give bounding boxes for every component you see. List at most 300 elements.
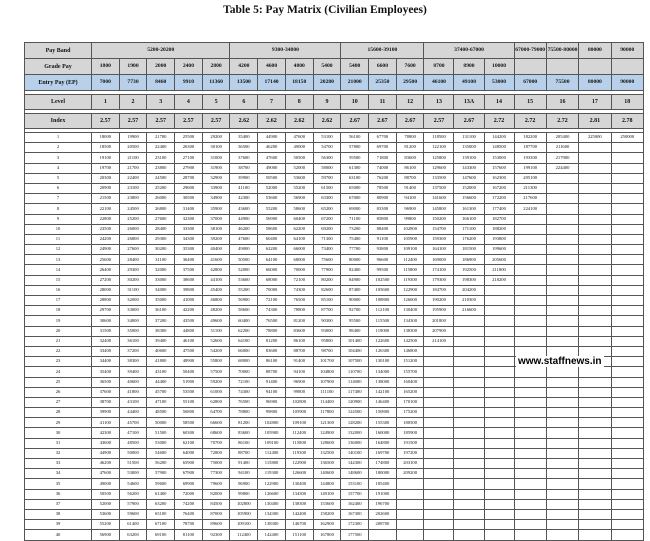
pay-cell	[579, 306, 611, 316]
pay-cell: 52000	[91, 499, 119, 509]
entry-pay-cell: 7000	[91, 75, 119, 91]
pay-cell: 191500	[396, 438, 424, 448]
pay-cell: 93800	[369, 245, 397, 255]
row-number-cell: 37	[25, 499, 92, 509]
pay-cell	[611, 448, 644, 458]
pay-cell: 55200	[258, 204, 286, 214]
pay-cell: 208700	[369, 520, 397, 530]
pay-cell: 43500	[175, 316, 203, 326]
pay-cell: 63200	[119, 530, 147, 540]
pay-cell: 102800	[230, 499, 258, 509]
table-row	[25, 459, 644, 469]
pay-cell: 26800	[119, 234, 147, 244]
pay-cell: 126600	[258, 489, 286, 499]
entry-pay-cell: 9910	[175, 75, 203, 91]
index-row	[25, 114, 644, 129]
table-row	[25, 489, 644, 499]
pay-cell	[454, 499, 484, 509]
row-number-cell: 21	[25, 336, 92, 346]
pay-cell: 66000	[258, 265, 286, 275]
pay-cell: 105900	[285, 408, 313, 418]
pay-band-cell: 67000-79000	[514, 43, 546, 59]
pay-cell: 162900	[313, 520, 341, 530]
pay-cell: 41000	[175, 296, 203, 306]
pay-cell	[454, 346, 484, 356]
pay-cell: 44900	[230, 214, 258, 224]
pay-cell: 38300	[119, 357, 147, 367]
pay-cell	[514, 520, 546, 530]
pay-cell: 41100	[91, 418, 119, 428]
pay-cell: 68600	[202, 428, 230, 438]
pay-cell: 102800	[396, 224, 424, 234]
pay-cell: 37600	[230, 153, 258, 163]
pay-cell: 216600	[454, 306, 484, 316]
pay-cell: 24900	[91, 245, 119, 255]
pay-cell	[484, 448, 514, 458]
pay-cell: 23800	[147, 163, 175, 173]
pay-cell: 51500	[119, 459, 147, 469]
pay-cell: 69900	[175, 479, 203, 489]
pay-cell: 54600	[147, 448, 175, 458]
pay-cell	[611, 428, 644, 438]
entry-pay-cell: 20280	[313, 75, 341, 91]
pay-cell: 150800	[369, 408, 397, 418]
pay-cell	[484, 489, 514, 499]
pay-cell: 21100	[119, 153, 147, 163]
pay-cell: 57500	[202, 367, 230, 377]
pay-cell: 207900	[424, 326, 454, 336]
pay-cell: 27600	[119, 245, 147, 255]
row-number-cell: 20	[25, 326, 92, 336]
pay-cell: 56900	[91, 530, 119, 540]
pay-cell: 78800	[285, 306, 313, 316]
pay-cell	[611, 153, 644, 163]
pay-cell: 47600	[258, 153, 286, 163]
pay-cell: 39400	[119, 367, 147, 377]
pay-cell: 149100	[313, 489, 341, 499]
pay-cell: 138300	[285, 499, 313, 509]
level-label: Level	[25, 95, 92, 110]
pay-cell: 19900	[119, 133, 147, 143]
pay-cell	[484, 520, 514, 530]
pay-cell: 74300	[230, 387, 258, 397]
pay-cell: 65900	[175, 459, 203, 469]
pay-cell	[579, 387, 611, 397]
pay-cell	[484, 377, 514, 387]
pay-cell: 105900	[230, 509, 258, 519]
pay-cell	[579, 438, 611, 448]
pay-cell: 49000	[91, 479, 119, 489]
index-cell: 2.67	[369, 114, 397, 129]
table-row	[25, 183, 644, 193]
pay-cell	[514, 408, 546, 418]
pay-cell: 188200	[484, 224, 514, 234]
pay-cell	[454, 387, 484, 397]
pay-cell	[546, 397, 578, 407]
pay-cell: 20900	[91, 183, 119, 193]
pay-cell: 45400	[202, 285, 230, 295]
pay-cell: 42300	[230, 194, 258, 204]
pay-cell	[454, 326, 484, 336]
table-row	[25, 418, 644, 428]
grade-pay-label: Grade Pay	[25, 59, 92, 75]
pay-cell: 34900	[202, 194, 230, 204]
table-row	[25, 509, 644, 519]
pay-cell	[514, 499, 546, 509]
pay-cell: 82000	[202, 489, 230, 499]
pay-cell: 72000	[175, 489, 203, 499]
pay-cell: 78800	[230, 408, 258, 418]
pay-cell	[454, 520, 484, 530]
pay-band-cell: 75500-80000	[546, 43, 578, 59]
pay-cell: 74300	[285, 285, 313, 295]
pay-cell: 122100	[424, 143, 454, 153]
level-cell: 14	[484, 95, 514, 110]
pay-cell: 165200	[396, 387, 424, 397]
pay-cell	[546, 265, 578, 275]
pay-cell: 135000	[454, 143, 484, 153]
pay-cell: 50500	[285, 153, 313, 163]
index-cell: 2.57	[147, 114, 175, 129]
row-number-cell: 12	[25, 245, 92, 255]
pay-cell	[579, 143, 611, 153]
pay-cell: 151200	[396, 357, 424, 367]
pay-cell: 33300	[175, 224, 203, 234]
pay-cell: 122900	[285, 459, 313, 469]
pay-cell: 58600	[230, 306, 258, 316]
pay-cell: 86100	[258, 357, 286, 367]
pay-cell	[546, 408, 578, 418]
pay-cell: 44900	[91, 448, 119, 458]
pay-cell: 90300	[313, 316, 341, 326]
pay-cell: 96900	[396, 204, 424, 214]
pay-cell: 91100	[369, 234, 397, 244]
entry-pay-cell: 7730	[119, 75, 147, 91]
pay-cell	[454, 459, 484, 469]
row-number-cell: 33	[25, 459, 92, 469]
pay-cell: 144300	[341, 459, 369, 469]
pay-cell: 46800	[202, 296, 230, 306]
pay-cell: 105900	[258, 428, 286, 438]
pay-cell	[611, 520, 644, 530]
row-number-cell: 14	[25, 265, 92, 275]
pay-cell	[514, 367, 546, 377]
pay-cell: 20300	[91, 173, 119, 183]
row-number-cell: 3	[25, 153, 92, 163]
entry-pay-cell: 11360	[202, 75, 230, 91]
pay-cell: 177400	[484, 204, 514, 214]
entry-pay-row	[25, 75, 644, 91]
pay-cell: 21700	[147, 133, 175, 143]
pay-cell	[611, 275, 644, 285]
level-cell: 7	[258, 95, 286, 110]
pay-cell: 83600	[230, 428, 258, 438]
pay-cell	[484, 499, 514, 509]
pay-cell: 63200	[147, 499, 175, 509]
entry-pay-cell: 80000	[579, 75, 611, 91]
pay-cell: 61400	[147, 489, 175, 499]
pay-cell: 46100	[175, 336, 203, 346]
pay-cell: 37200	[119, 346, 147, 356]
pay-cell: 139100	[454, 153, 484, 163]
pay-cell: 61400	[119, 520, 147, 530]
pay-cell: 46200	[91, 459, 119, 469]
pay-cell	[579, 183, 611, 193]
pay-cell: 203100	[396, 459, 424, 469]
grade-pay-cell: 10000	[484, 59, 514, 75]
pay-cell	[579, 285, 611, 295]
pay-cell: 99800	[230, 489, 258, 499]
pay-band-label: Pay Band	[25, 43, 92, 59]
entry-pay-cell: 46100	[424, 75, 454, 91]
level-cell: 12	[396, 95, 424, 110]
pay-cell: 77900	[313, 265, 341, 275]
pay-cell	[546, 214, 578, 224]
pay-cell: 66000	[230, 346, 258, 356]
pay-cell: 33000	[119, 306, 147, 316]
pay-cell: 91400	[258, 377, 286, 387]
pay-cell	[424, 509, 454, 519]
pay-cell: 126600	[285, 469, 313, 479]
pay-cell: 39200	[202, 234, 230, 244]
pay-cell	[514, 387, 546, 397]
pay-cell: 27200	[91, 275, 119, 285]
level-cell: 18	[611, 95, 644, 110]
pay-cell	[611, 479, 644, 489]
pay-cell: 43600	[91, 438, 119, 448]
grade-pay-cell: 2400	[175, 59, 203, 75]
row-number-cell: 27	[25, 397, 92, 407]
pay-cell: 35400	[230, 133, 258, 143]
row-number-cell: 8	[25, 204, 92, 214]
pay-cell: 51900	[175, 377, 203, 387]
pay-cell: 74300	[258, 306, 286, 316]
pay-cell: 96600	[369, 255, 397, 265]
index-cell: 2.57	[424, 114, 454, 129]
pay-band-cell: 9300-34800	[230, 43, 341, 59]
pay-cell: 24200	[91, 234, 119, 244]
pay-cell	[546, 194, 578, 204]
pay-cell	[454, 367, 484, 377]
pay-cell: 43100	[147, 367, 175, 377]
pay-cell: 30600	[91, 316, 119, 326]
table-row	[25, 296, 644, 306]
matrix-body	[25, 133, 644, 541]
pay-cell: 94100	[285, 367, 313, 377]
pay-cell	[546, 275, 578, 285]
pay-cell: 50500	[258, 173, 286, 183]
pay-cell	[546, 520, 578, 530]
pay-cell: 71100	[341, 214, 369, 224]
pay-cell	[611, 530, 644, 540]
pay-cell: 180500	[396, 418, 424, 428]
pay-cell	[611, 367, 644, 377]
pay-cell	[579, 418, 611, 428]
pay-cell: 70000	[258, 285, 286, 295]
pay-cell: 153000	[484, 153, 514, 163]
row-number-cell: 22	[25, 346, 92, 356]
pay-cell: 78500	[369, 183, 397, 193]
table-row	[25, 479, 644, 489]
pay-cell	[579, 469, 611, 479]
pay-cell: 59700	[313, 173, 341, 183]
table-row	[25, 448, 644, 458]
pay-cell: 21700	[119, 163, 147, 173]
pay-cell: 157600	[484, 163, 514, 173]
pay-cell: 185400	[369, 479, 397, 489]
pay-cell	[484, 459, 514, 469]
pay-band-cell: 5200-20200	[91, 43, 230, 59]
pay-cell: 184700	[424, 285, 454, 295]
pay-cell: 104800	[313, 367, 341, 377]
pay-cell: 43600	[230, 204, 258, 214]
pay-cell: 29300	[147, 234, 175, 244]
pay-cell: 112400	[230, 530, 258, 540]
table-row	[25, 306, 644, 316]
pay-cell: 107900	[313, 377, 341, 387]
pay-cell: 39800	[175, 285, 203, 295]
pay-cell: 58000	[313, 163, 341, 173]
table-row	[25, 499, 644, 509]
table-row	[25, 397, 644, 407]
pay-cell	[424, 397, 454, 407]
pay-cell: 71300	[313, 234, 341, 244]
pay-cell: 124900	[313, 428, 341, 438]
entry-pay-cell: 17140	[258, 75, 286, 91]
pay-cell	[514, 438, 546, 448]
pay-cell: 41800	[147, 357, 175, 367]
pay-cell: 67700	[369, 133, 397, 143]
pay-cell: 38100	[202, 224, 230, 234]
row-number-cell: 39	[25, 520, 92, 530]
pay-cell: 69000	[341, 204, 369, 214]
pay-cell: 94100	[230, 469, 258, 479]
pay-cell: 67100	[147, 520, 175, 530]
pay-cell: 109100	[285, 418, 313, 428]
level-cell: 11	[369, 95, 397, 110]
pay-cell: 23500	[91, 224, 119, 234]
pay-cell: 115800	[258, 459, 286, 469]
pay-cell: 87700	[313, 306, 341, 316]
level-cell: 5	[202, 95, 230, 110]
pay-cell	[546, 438, 578, 448]
pay-cell: 74200	[175, 499, 203, 509]
pay-cell: 198300	[454, 275, 484, 285]
table-row	[25, 326, 644, 336]
row-number-cell: 32	[25, 448, 92, 458]
pay-cell: 164800	[369, 438, 397, 448]
row-number-cell: 36	[25, 489, 92, 499]
pay-cell: 45700	[119, 418, 147, 428]
pay-cell	[546, 306, 578, 316]
pay-cell	[611, 336, 644, 346]
pay-cell: 38700	[91, 397, 119, 407]
pay-cell	[424, 448, 454, 458]
row-number-cell: 7	[25, 194, 92, 204]
pay-cell: 58600	[285, 204, 313, 214]
grade-pay-cell: 4800	[285, 59, 313, 75]
pay-cell	[454, 428, 484, 438]
pay-cell: 111100	[313, 387, 341, 397]
pay-cell: 72100	[258, 296, 286, 306]
pay-cell	[424, 499, 454, 509]
entry-pay-cell: 90000	[611, 75, 644, 91]
pay-cell: 52600	[202, 336, 230, 346]
pay-cell	[514, 306, 546, 316]
pay-cell: 33000	[147, 275, 175, 285]
index-cell: 2.78	[611, 114, 644, 129]
pay-cell: 140600	[313, 469, 341, 479]
pay-cell: 44900	[258, 133, 286, 143]
level-cell: 13A	[454, 95, 484, 110]
pay-cell: 145800	[424, 204, 454, 214]
entry-pay-cell: 13500	[230, 75, 258, 91]
pay-cell: 34300	[175, 234, 203, 244]
pay-cell	[514, 469, 546, 479]
pay-cell: 53600	[285, 173, 313, 183]
pay-cell: 144800	[313, 479, 341, 489]
pay-cell: 195900	[424, 306, 454, 316]
pay-cell: 44800	[175, 326, 203, 336]
index-label: Index	[25, 114, 92, 129]
pay-cell: 162400	[341, 499, 369, 509]
entry-pay-cell: 75500	[546, 75, 578, 91]
pay-cell: 57900	[119, 499, 147, 509]
pay-cell: 99800	[258, 408, 286, 418]
pay-cell	[579, 397, 611, 407]
pay-cell: 78800	[258, 326, 286, 336]
pay-cell: 134300	[396, 316, 424, 326]
pay-cell: 147600	[454, 173, 484, 183]
pay-cell: 20500	[119, 143, 147, 153]
pay-band-cell: 80000	[579, 43, 611, 59]
pay-cell	[484, 306, 514, 316]
pay-cell: 32000	[119, 296, 147, 306]
pay-cell: 53000	[147, 438, 175, 448]
grade-pay-cell: 8900	[454, 59, 484, 75]
pay-cell: 96900	[230, 479, 258, 489]
pay-cell: 61500	[313, 183, 341, 193]
pay-cell: 27100	[175, 153, 203, 163]
pay-cell: 205600	[484, 255, 514, 265]
pay-cell: 71800	[369, 153, 397, 163]
pay-cell: 69200	[313, 224, 341, 234]
pay-cell: 30100	[202, 143, 230, 153]
pay-cell: 42300	[91, 428, 119, 438]
table-row	[25, 224, 644, 234]
pay-cell	[396, 479, 424, 489]
pay-cell: 67000	[341, 194, 369, 204]
pay-cell: 133500	[424, 173, 454, 183]
pay-cell: 53600	[91, 509, 119, 519]
table-row	[25, 194, 644, 204]
pay-cell	[546, 285, 578, 295]
pay-cell: 40600	[147, 346, 175, 356]
pay-cell: 126600	[396, 296, 424, 306]
pay-cell	[514, 275, 546, 285]
pay-cell	[579, 173, 611, 183]
pay-cell: 88700	[258, 367, 286, 377]
pay-cell: 32000	[147, 265, 175, 275]
pay-cell: 88700	[230, 448, 258, 458]
pay-cell	[611, 397, 644, 407]
row-number-cell: 1	[25, 133, 92, 143]
pay-cell: 22100	[91, 204, 119, 214]
table-row	[25, 367, 644, 377]
pay-cell: 31400	[175, 204, 203, 214]
pay-cell: 146800	[396, 346, 424, 356]
pay-cell: 176200	[454, 234, 484, 244]
